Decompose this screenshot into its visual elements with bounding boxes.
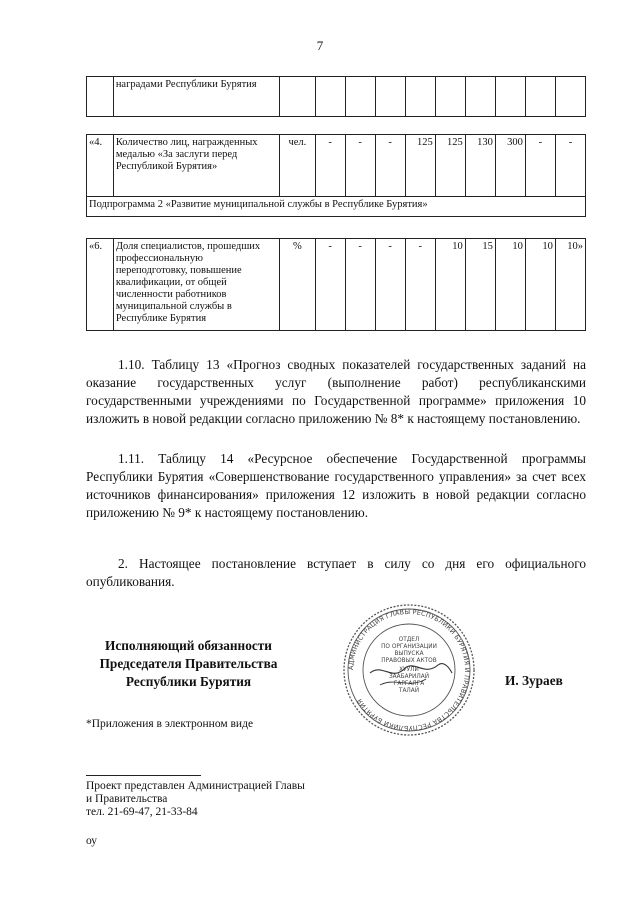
- table-cell: 10: [525, 239, 555, 331]
- seal-line: ТАЛАЙ: [398, 688, 420, 694]
- footer: [86, 780, 305, 819]
- table-cell: -: [405, 239, 435, 331]
- seal-ring-text: АДМИНИСТРАЦИЯ ГЛАВЫ РЕСПУБЛИКИ БУРЯТИЯ И ПРАВИТЕЛЬСТВА РЕСПУБЛИКИ БУРЯТИЯ: [346, 607, 472, 733]
- table-cell: «6.: [87, 239, 114, 331]
- table-cell: [375, 77, 405, 117]
- table-row: [87, 77, 586, 117]
- attachments-note: *Приложения в электронном виде: [86, 718, 254, 730]
- table-cell: [495, 77, 525, 117]
- official-seal: [340, 603, 478, 737]
- footer-line: и Правительства: [86, 793, 168, 805]
- table-cell: -: [375, 135, 405, 197]
- seal-line: ХУУЛИ: [399, 667, 419, 673]
- table-cell: -: [345, 239, 375, 331]
- table-cell: 300: [495, 135, 525, 197]
- table-cell: -: [315, 135, 345, 197]
- signatory-line: Республики Бурятия: [125, 674, 252, 689]
- table-cell: [555, 77, 585, 117]
- table-cell: 15: [465, 239, 495, 331]
- seal-line: ГАРГАЛГА: [393, 681, 425, 687]
- table-cell: [345, 77, 375, 117]
- signatory-name: И. Зураев: [505, 673, 563, 688]
- seal-line: ЗААБАРИЛАЙ: [388, 674, 430, 680]
- footer-divider: [86, 775, 201, 776]
- table-cell: 10: [495, 239, 525, 331]
- table-cell: 125: [405, 135, 435, 197]
- table-cell: наградами Республики Бурятия: [113, 77, 279, 117]
- signatory-line: Председателя Правительства: [99, 656, 278, 671]
- table-cell: [435, 77, 465, 117]
- paragraph-1-11: 1.11. Таблицу 14 «Ресурсное обеспечение Государственной программы Республики Бурятия «Совершенствование государственного управления» за счет всех источников финансирования» приложения 12 изложить в новой редакции согласно приложению № 9* к настоящему постановлению.: [86, 451, 586, 520]
- table-fragment-b: [86, 134, 586, 217]
- signatory-title: [86, 637, 291, 691]
- table-cell: «4.: [87, 135, 114, 197]
- table-cell: чел.: [280, 135, 315, 197]
- seal-line: ПРАВОВЫХ АКТОВ: [381, 658, 437, 664]
- table-fragment-a: [86, 76, 586, 117]
- table-cell: [405, 77, 435, 117]
- table-cell: [315, 77, 345, 117]
- paragraph-2: 2. Настоящее постановление вступает в силу со дня его официального опубликования.: [86, 556, 586, 589]
- table-cell: %: [280, 239, 315, 331]
- table-row: [87, 197, 586, 217]
- table-cell: [465, 77, 495, 117]
- table-cell: -: [375, 239, 405, 331]
- table-cell: 10: [435, 239, 465, 331]
- table-row: [87, 239, 586, 331]
- table-cell: -: [555, 135, 585, 197]
- table-cell: [87, 77, 114, 117]
- page-number: 7: [316, 38, 324, 53]
- table-cell: [280, 77, 315, 117]
- table-cell: 125: [435, 135, 465, 197]
- table-cell: 10»: [555, 239, 585, 331]
- seal-line: ОТДЕЛ: [398, 637, 420, 643]
- table-cell: Количество лиц, награжденных медалью «За заслуги перед Республикой Бурятия»: [113, 135, 279, 197]
- seal-line: ПО ОРГАНИЗАЦИИ: [381, 644, 437, 650]
- table-row: [87, 135, 586, 197]
- executor-initials: оу: [86, 835, 98, 847]
- table-cell: -: [525, 135, 555, 197]
- table-cell: -: [315, 239, 345, 331]
- table-cell: Доля специалистов, прошедших профессиональную переподготовку, повышение квалификации, от общей численности работников муниципальной службы в Республике Бурятия: [113, 239, 279, 331]
- seal-line: ВЫПУСКА: [394, 651, 424, 657]
- footer-line: Проект представлен Администрацией Главы: [86, 780, 305, 792]
- paragraph-1-10: 1.10. Таблицу 13 «Прогноз сводных показателей государственных заданий на оказание государственных услуг (выполнение работ) республиканскими государственными учреждениями по Государственной программе» приложения 10 изложить в новой редакции согласно приложению № 8* к настоящему постановлению.: [86, 357, 586, 426]
- table-fragment-c: [86, 238, 586, 331]
- footer-line: тел. 21-69-47, 21-33-84: [86, 806, 198, 818]
- table-cell: [525, 77, 555, 117]
- table-cell: -: [345, 135, 375, 197]
- signatory-line: Исполняющий обязанности: [105, 638, 272, 653]
- subprogram-row: Подпрограмма 2 «Развитие муниципальной службы в Республике Бурятия»: [87, 197, 586, 217]
- table-cell: 130: [465, 135, 495, 197]
